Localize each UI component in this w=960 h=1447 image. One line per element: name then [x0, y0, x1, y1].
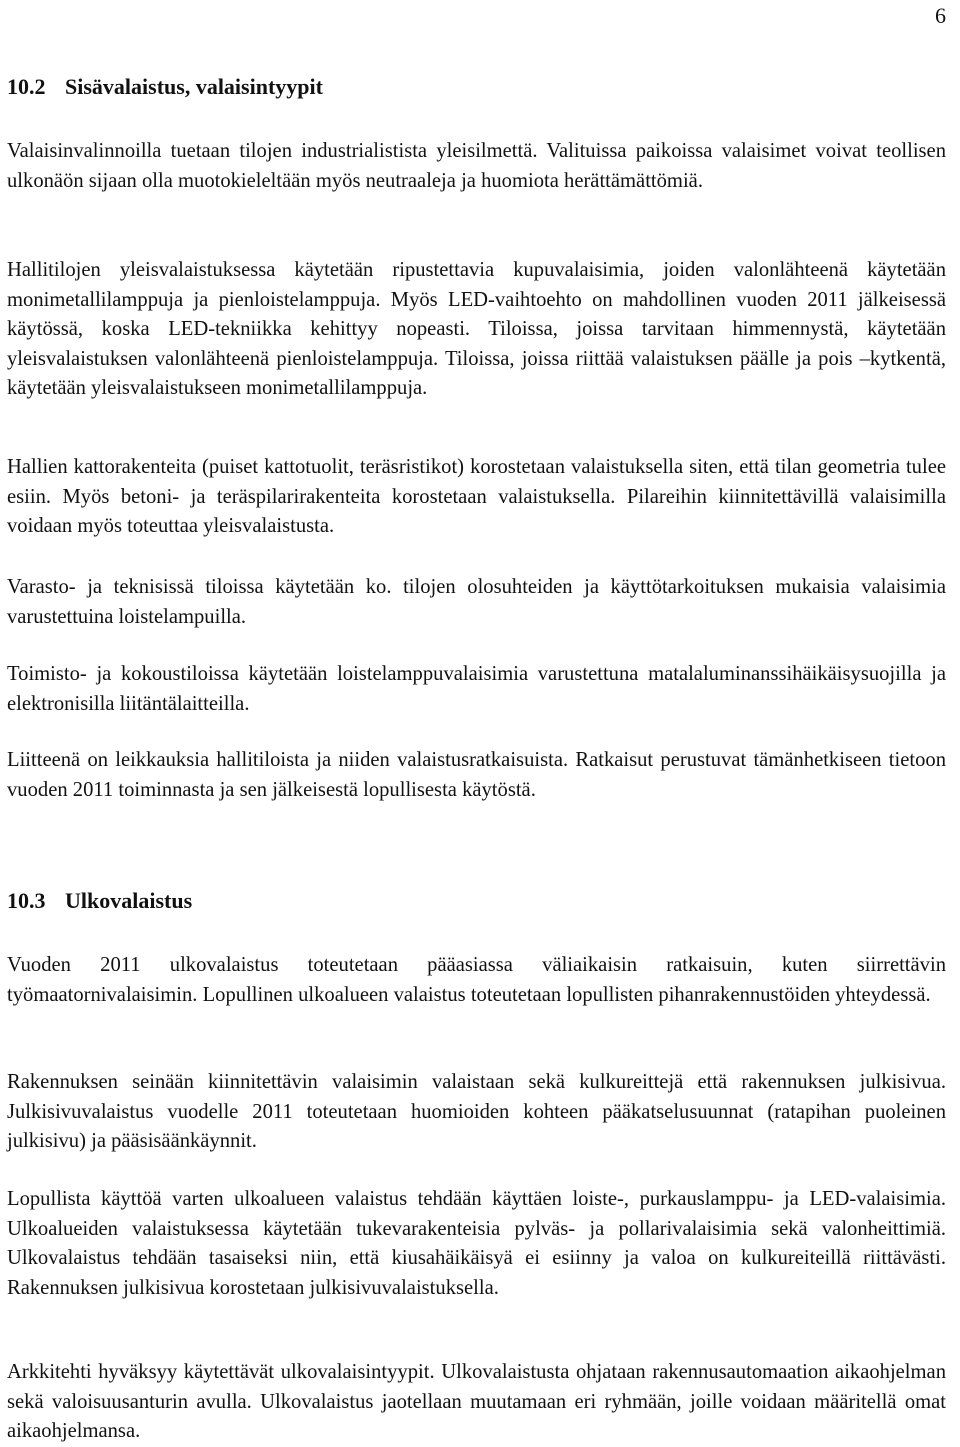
- page-number: 6: [935, 3, 946, 28]
- paragraph: Liitteenä on leikkauksia hallitiloista ja niiden valaistusratkaisuista. Ratkaisut perustuvat tämänhetkiseen tietoon vuoden 2011 toiminnasta ja sen jälkeisestä lopullisesta käytöstä.: [7, 749, 946, 801]
- section-number: 10.3: [7, 888, 46, 913]
- paragraph: Vuoden 2011 ulkovalaistus toteutetaan pääasiassa väliaikaisin ratkaisuin, kuten siirrettävin työmaatornivalaisimin. Lopullinen ulkoalueen valaistus toteutetaan lopullisten pihanrakennustöiden yhteydessä.: [7, 954, 946, 1006]
- section-number: 10.2: [7, 74, 46, 99]
- section-title: Ulkovalaistus: [65, 888, 193, 913]
- section-title: Sisävalaistus, valaisintyypit: [65, 74, 323, 99]
- paragraph: Arkkitehti hyväksyy käytettävät ulkovalaisintyypit. Ulkovalaistusta ohjataan rakennusautomaation aikaohjelman sekä valoisuusanturin avulla. Ulkovalaistus jaotellaan muutamaan eri ryhmään, joille voidaan määritellä omat aikaohjelmansa.: [7, 1361, 946, 1442]
- paragraph: Hallien kattorakenteita (puiset kattotuolit, teräsristikot) korostetaan valaistuksella siten, että tilan geometria tulee esiin. Myös betoni- ja teräspilarirakenteita korostetaan valaistuksella. Pilareihin kiinnitettävillä valaisimilla voidaan myös toteuttaa yleisvalaistusta.: [7, 456, 946, 537]
- paragraph: Rakennuksen seinään kiinnitettävin valaisimin valaistaan sekä kulkureittejä että rakennuksen julkisivua. Julkisivuvalaistus vuodelle 2011 toteutetaan huomioiden kohteen pääkatselusuunnat (ratapihan puoleinen julkisivu) ja pääsisäänkäynnit.: [7, 1071, 946, 1152]
- paragraph: Toimisto- ja kokoustiloissa käytetään loistelamppuvalaisimia varustettuna matalaluminanssihäikäisysuojilla ja elektronisilla liitäntälaitteilla.: [7, 663, 946, 715]
- section-heading-10-3: [7, 887, 192, 915]
- paragraph: Hallitilojen yleisvalaistuksessa käytetään ripustettavia kupuvalaisimia, joiden valonlähteenä käytetään monimetallilamppuja ja pienloistelamppuja. Myös LED-vaihtoehto on mahdollinen vuoden 2011 jälkeisessä käytössä, koska LED-tekniikka kehittyy nopeasti. Tiloissa, joissa tarvitaan himmennystä, käytetään yleisvalaistuksen valonlähteenä pienloistelamppuja. Tiloissa, joissa riittää valaistuksen päälle ja pois –kytkentä, käytetään yleisvalaistukseen monimetallilamppuja.: [7, 259, 946, 399]
- paragraph: Valaisinvalinnoilla tuetaan tilojen industrialistista yleisilmettä. Valituissa paikoissa valaisimet voivat teollisen ulkonäön sijaan olla muotokieleltään myös neutraaleja ja huomiota herättämättömiä.: [7, 140, 946, 192]
- paragraph: Varasto- ja teknisissä tiloissa käytetään ko. tilojen olosuhteiden ja käyttötarkoituksen mukaisia valaisimia varustettuina loistelampuilla.: [7, 576, 946, 628]
- section-heading-10-2: [7, 73, 323, 101]
- paragraph: Lopullista käyttöä varten ulkoalueen valaistus tehdään käyttäen loiste-, purkauslamppu- ja LED-valaisimia. Ulkoalueiden valaistuksessa käytetään tukevarakenteisia pylväs- ja pollarivalaisimia sekä valonheittimiä. Ulkovalaistus tehdään tasaiseksi niin, että kiusahäikäisyä ei esiinny ja valoa on kulkureiteillä riittävästi. Rakennuksen julkisivua korostetaan julkisivuvalaistuksella.: [7, 1188, 946, 1299]
